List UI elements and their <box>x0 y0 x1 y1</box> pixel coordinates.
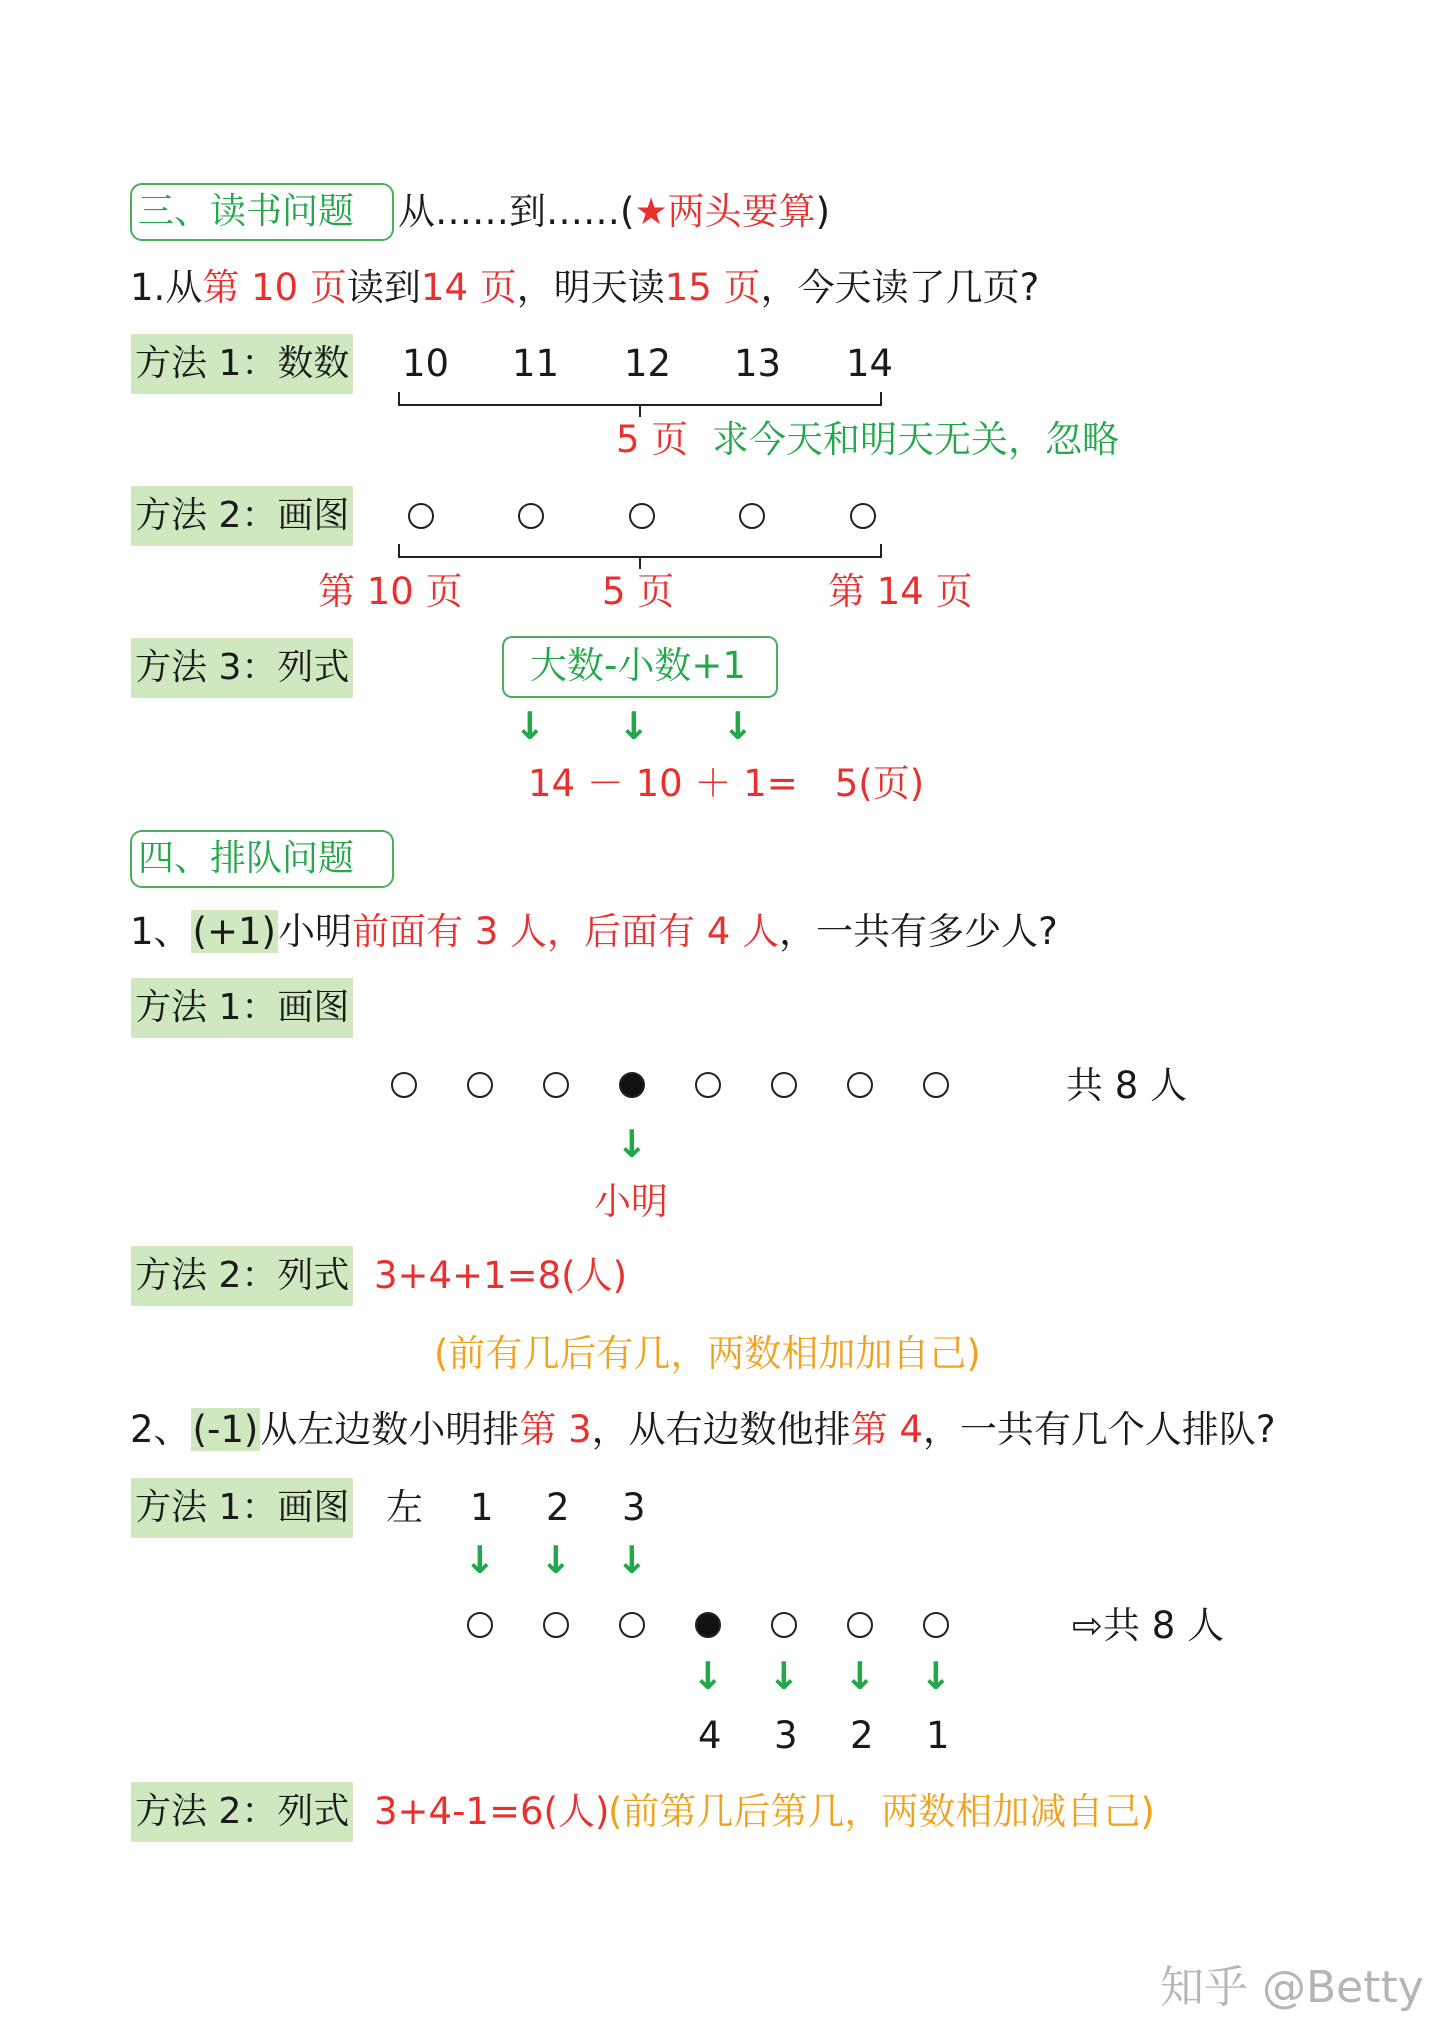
person-circle <box>847 1072 873 1098</box>
page-number-11: 11 <box>512 342 560 385</box>
person-circle <box>543 1072 569 1098</box>
q-part-red: 15 页 <box>664 266 761 309</box>
q-part-red: 第 3 <box>519 1408 592 1451</box>
q-part: 读到 <box>346 266 421 309</box>
subtitle-b: ) <box>815 190 831 233</box>
drawing-right-label: 第 14 页 <box>828 570 973 613</box>
subtitle-a: 从……到……( <box>398 190 635 233</box>
down-arrow-icon: ↓ <box>616 1122 648 1166</box>
page-number-14: 14 <box>846 342 894 385</box>
page-circle <box>739 503 765 529</box>
method-1-label: 方法 1：数数 <box>131 334 353 394</box>
person-circle <box>923 1072 949 1098</box>
section-3-header: 三、读书问题 <box>138 191 355 232</box>
method-3-label: 方法 3：列式 <box>131 638 353 698</box>
page-circle <box>518 503 544 529</box>
queue-question-2 <box>130 1406 1276 1454</box>
q-highlight: (+1) <box>192 910 276 953</box>
q-part-red: 第 4 <box>850 1408 923 1451</box>
q-part: 1、 <box>130 910 191 953</box>
down-arrow-icon: ↓ <box>464 1538 496 1582</box>
person-circle <box>391 1072 417 1098</box>
q-part: 1.从 <box>130 266 203 309</box>
q1-method-2-label: 方法 2：列式 <box>131 1246 353 1306</box>
reading-question <box>130 264 1039 312</box>
drawing-brace <box>398 544 882 558</box>
formula-calculation: 14 － 10 ＋ 1= 5(页) <box>528 762 925 805</box>
q2-total: ⇨共 8 人 <box>1072 1604 1225 1647</box>
right-num-4: 4 <box>698 1714 722 1757</box>
count-note: 求今天和明天无关，忽略 <box>712 418 1119 461</box>
person-circle <box>467 1612 493 1638</box>
person-circle <box>771 1612 797 1638</box>
q1-method-1-label: 方法 1：画图 <box>131 978 353 1038</box>
page-number-10: 10 <box>402 342 450 385</box>
person-circle <box>543 1612 569 1638</box>
down-arrow-icon: ↓ <box>844 1654 876 1698</box>
subtitle-star: ★两头要算 <box>634 190 816 233</box>
q-part: ，今天读了几页? <box>760 266 1040 309</box>
q-part-red: 前面有 3 人，后面有 4 人 <box>351 910 780 953</box>
down-arrow-icon: ↓ <box>920 1654 952 1698</box>
page-number-13: 13 <box>734 342 782 385</box>
down-arrow-icon: ↓ <box>722 704 754 748</box>
q-part: 小明 <box>277 910 352 953</box>
down-arrow-icon: ↓ <box>514 704 546 748</box>
q-part-red: 14 页 <box>420 266 517 309</box>
q-part: ，从右边数他排 <box>591 1408 851 1451</box>
drawing-mid-label: 5 页 <box>602 570 675 613</box>
down-arrow-icon: ↓ <box>616 1538 648 1582</box>
page-circle <box>629 503 655 529</box>
q-part-red: 第 10 页 <box>202 266 347 309</box>
left-label: 左 <box>386 1486 423 1529</box>
q-part: ，一共有多少人? <box>779 910 1058 953</box>
q2-method-1-label: 方法 1：画图 <box>131 1478 353 1538</box>
queue-question-1 <box>130 908 1058 956</box>
person-circle <box>695 1072 721 1098</box>
count-brace <box>398 392 882 406</box>
method-2-label: 方法 2：画图 <box>131 486 353 546</box>
right-num-2: 2 <box>850 1714 874 1757</box>
person-circle <box>923 1612 949 1638</box>
person-circle <box>467 1072 493 1098</box>
down-arrow-icon: ↓ <box>618 704 650 748</box>
down-arrow-icon: ↓ <box>768 1654 800 1698</box>
section-3-subtitle <box>398 188 830 236</box>
page-number-12: 12 <box>624 342 672 385</box>
page-circle <box>850 503 876 529</box>
person-circle <box>847 1612 873 1638</box>
q1-total: 共 8 人 <box>1066 1064 1188 1107</box>
q2-method-2-label: 方法 2：列式 <box>131 1782 353 1842</box>
xiaoming-circle <box>695 1612 721 1638</box>
q-part: 从左边数小明排 <box>260 1408 520 1451</box>
person-circle <box>771 1072 797 1098</box>
drawing-left-label: 第 10 页 <box>318 570 463 613</box>
right-num-3: 3 <box>774 1714 798 1757</box>
down-arrow-icon: ↓ <box>540 1538 572 1582</box>
person-circle <box>619 1612 645 1638</box>
left-num-1: 1 <box>470 1486 494 1529</box>
page-circle <box>408 503 434 529</box>
section-4-header: 四、排队问题 <box>138 838 355 879</box>
q-highlight: (-1) <box>192 1408 259 1451</box>
q2-note: (前第几后第几，两数相加减自己) <box>608 1790 1155 1833</box>
q-part: ，明天读 <box>516 266 665 309</box>
right-num-1: 1 <box>926 1714 950 1757</box>
count-result: 5 页 <box>616 418 689 461</box>
q-part: 2、 <box>130 1408 191 1451</box>
xiaoming-label: 小明 <box>594 1180 668 1223</box>
q1-formula: 3+4+1=8(人) <box>374 1254 628 1297</box>
left-num-3: 3 <box>622 1486 646 1529</box>
watermark: 知乎 @Betty <box>1160 1962 1424 2013</box>
q1-note: (前有几后有几，两数相加加自己) <box>434 1332 981 1375</box>
down-arrow-icon: ↓ <box>692 1654 724 1698</box>
q-part: ，一共有几个人排队? <box>922 1408 1276 1451</box>
xiaoming-circle <box>619 1072 645 1098</box>
formula-text: 大数-小数+1 <box>530 644 746 687</box>
q2-formula: 3+4-1=6(人) <box>374 1790 610 1833</box>
left-num-2: 2 <box>546 1486 570 1529</box>
